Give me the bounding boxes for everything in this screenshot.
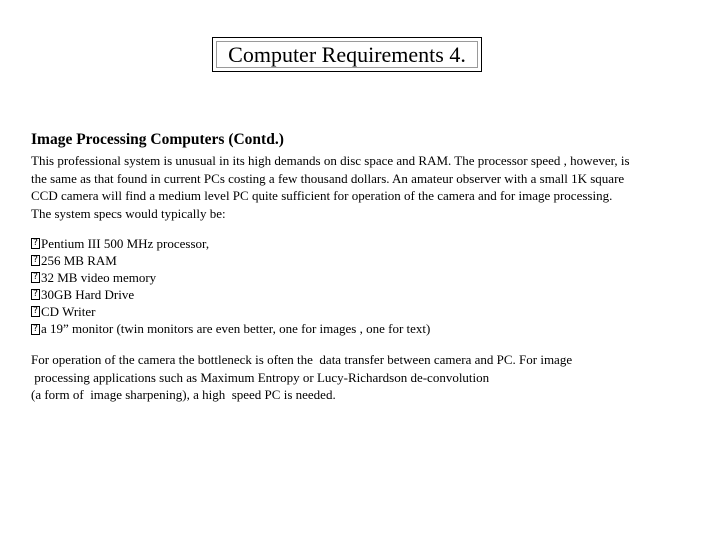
slide-title-box [212, 37, 482, 72]
closing-line: (a form of image sharpening), a high speed PC is needed. [31, 387, 336, 402]
closing-paragraph [31, 351, 572, 404]
missing-glyph-bullet-icon [31, 238, 40, 249]
spec-list [31, 235, 430, 338]
missing-glyph-bullet-icon [31, 306, 40, 317]
slide-title: Computer Requirements 4. [228, 41, 466, 67]
spec-item [31, 303, 430, 320]
spec-item-text: CD Writer [41, 304, 96, 320]
intro-line: This professional system is unusual in its high demands on disc space and RAM. The processor speed , however, is [31, 153, 630, 168]
spec-item [31, 286, 430, 303]
spec-item [31, 252, 430, 269]
spec-item-text: 32 MB video memory [41, 270, 157, 286]
spec-item [31, 269, 430, 286]
intro-line: the same as that found in current PCs costing a few thousand dollars. An amateur observer with a small 1K square [31, 170, 625, 186]
spec-item-text: a 19” monitor (twin monitors are even better, one for images , one for text) [41, 321, 431, 337]
spec-item-text: 256 MB RAM [41, 253, 117, 269]
missing-glyph-bullet-icon [31, 289, 40, 300]
missing-glyph-bullet-icon [31, 272, 40, 283]
intro-line: The system specs would typically be: [31, 205, 226, 221]
missing-glyph-bullet-icon [31, 324, 40, 335]
section-heading: Image Processing Computers (Contd.) [31, 131, 284, 148]
spec-item-text: Pentium III 500 MHz processor, [41, 236, 210, 251]
missing-glyph-bullet-icon [31, 255, 40, 266]
intro-line: CCD camera will find a medium level PC quite sufficient for operation of the camera and for image processing. [31, 188, 613, 203]
intro-paragraph [31, 152, 696, 222]
spec-item [31, 235, 430, 252]
spec-item [31, 320, 430, 337]
closing-line: processing applications such as Maximum Entropy or Lucy-Richardson de-convolution [31, 369, 490, 385]
spec-item-text: 30GB Hard Drive [41, 287, 135, 303]
closing-line: For operation of the camera the bottleneck is often the data transfer between camera and PC. For image [31, 352, 573, 367]
